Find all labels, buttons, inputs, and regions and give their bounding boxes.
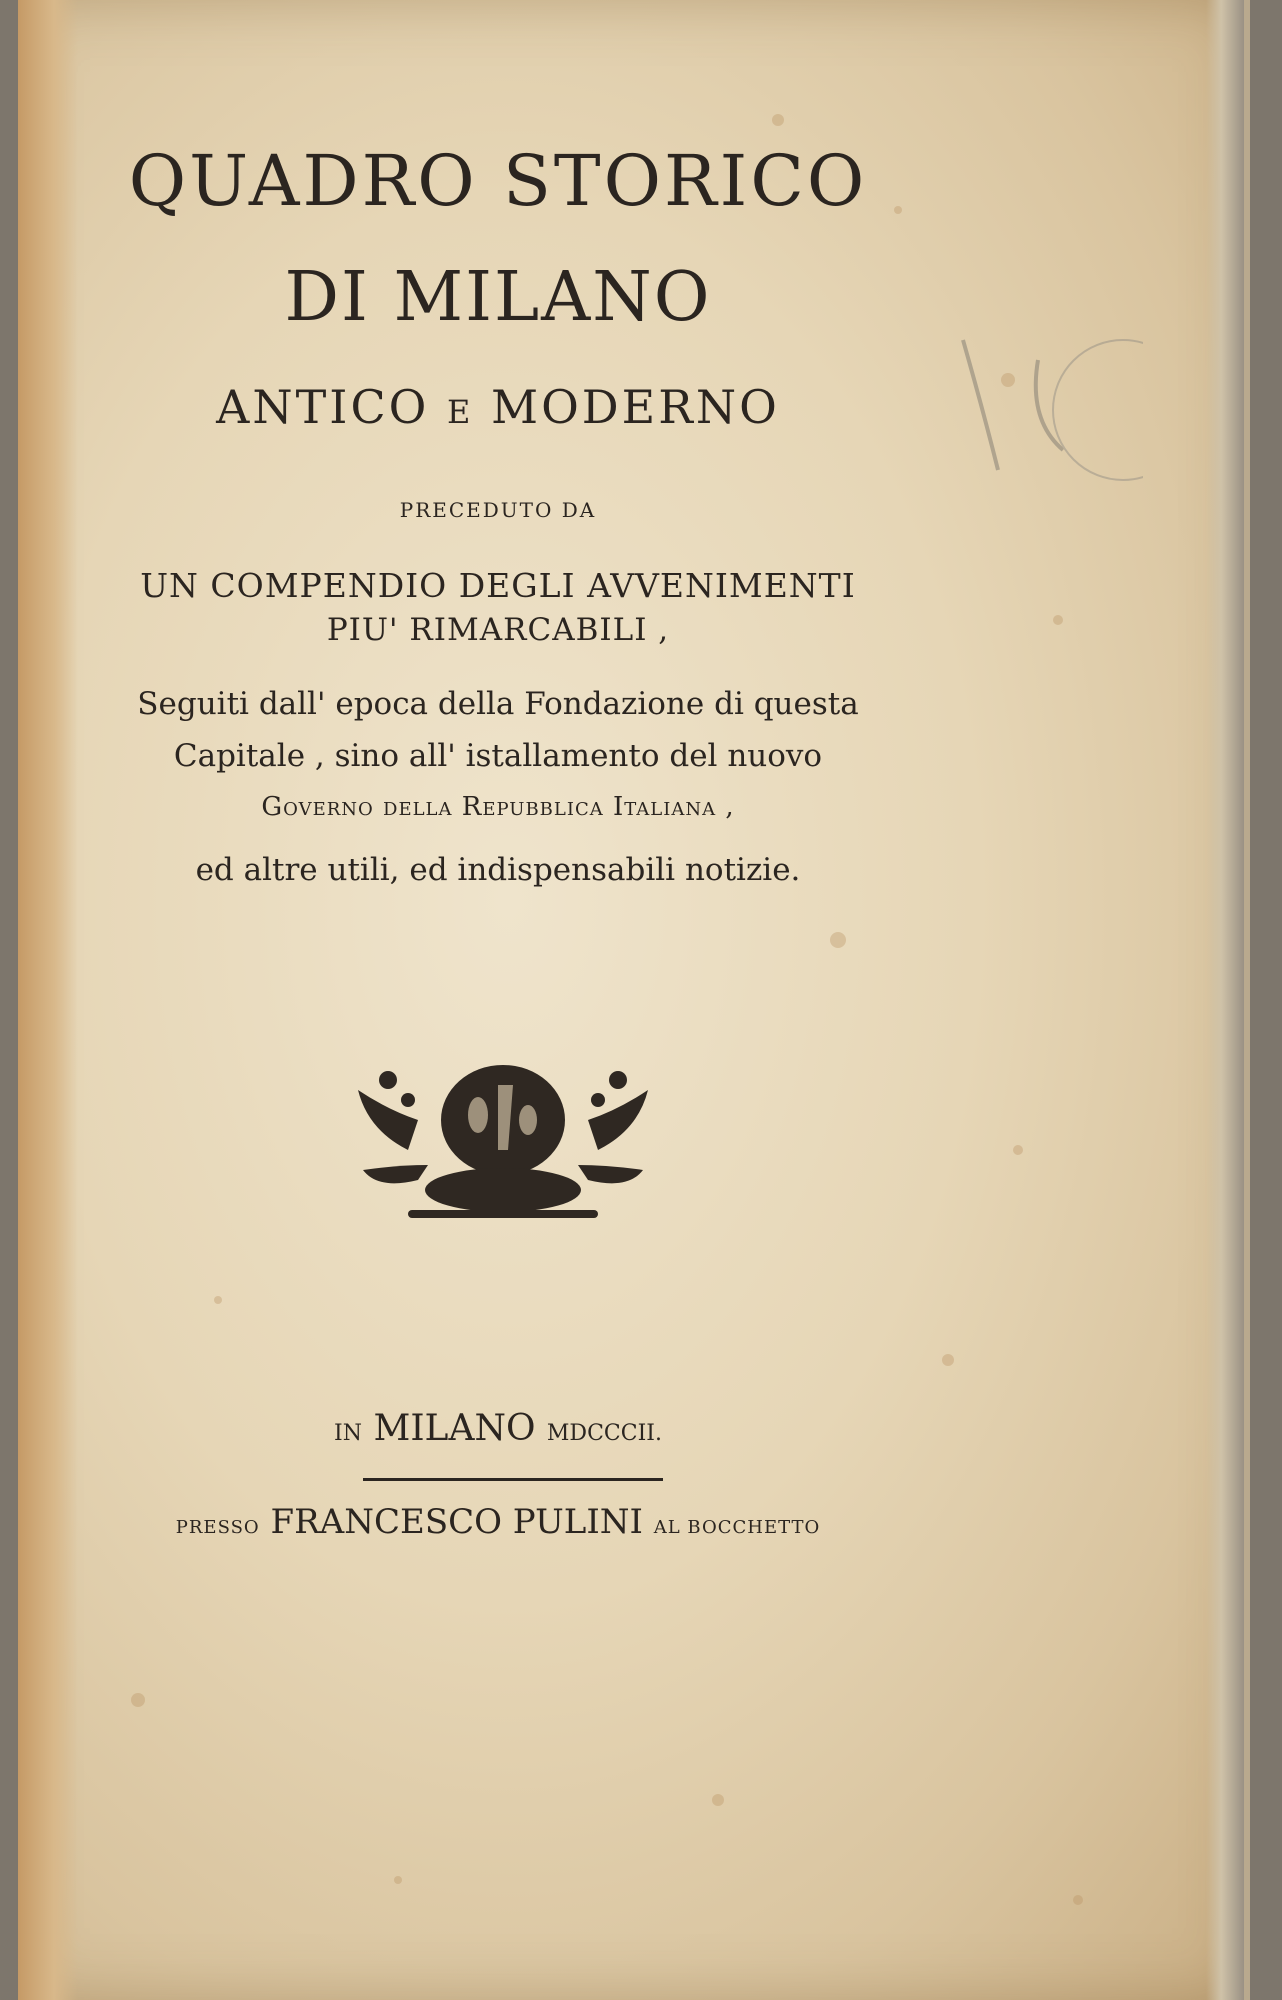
compendium-line-1: UN COMPENDIO DEGLI AVVENIMENTI bbox=[140, 566, 856, 605]
description-line-2: Capitale , sino all' istallamento del nuovo bbox=[173, 738, 823, 774]
title-line-2: DI MILANO bbox=[284, 258, 712, 337]
publisher-suffix: AL BOCCHETTO bbox=[653, 1517, 821, 1538]
title-line-1: QUADRO STORICO bbox=[128, 140, 868, 222]
publisher-prefix: PRESSO bbox=[175, 1517, 260, 1538]
imprint-city-prefix: IN bbox=[334, 1421, 362, 1446]
publisher-name: FRANCESCO PULINI bbox=[270, 1502, 643, 1542]
printers-ornament-icon bbox=[348, 1040, 658, 1240]
title-page bbox=[18, 0, 1250, 2000]
imprint-rule bbox=[363, 1478, 663, 1481]
description-line-3: Governo della Repubblica Italiana , bbox=[261, 792, 735, 822]
description-line-4: ed altre utili, ed indispensabili notizie. bbox=[195, 852, 801, 888]
publisher-line bbox=[58, 1502, 938, 1542]
imprint-city: MILANO bbox=[373, 1408, 536, 1449]
pencil-annotation bbox=[943, 320, 1143, 500]
imprint-city-line bbox=[58, 1408, 938, 1449]
title-page-text bbox=[58, 0, 938, 2000]
title-line-3: ANTICO e MODERNO bbox=[216, 380, 780, 434]
description-line-1: Seguiti dall' epoca della Fondazione di questa bbox=[137, 686, 859, 722]
preceded-by-label: PRECEDUTO DA bbox=[399, 498, 597, 522]
compendium-line-2: PIU' RIMARCABILI , bbox=[326, 612, 670, 648]
imprint-year: MDCCCII. bbox=[546, 1421, 662, 1446]
